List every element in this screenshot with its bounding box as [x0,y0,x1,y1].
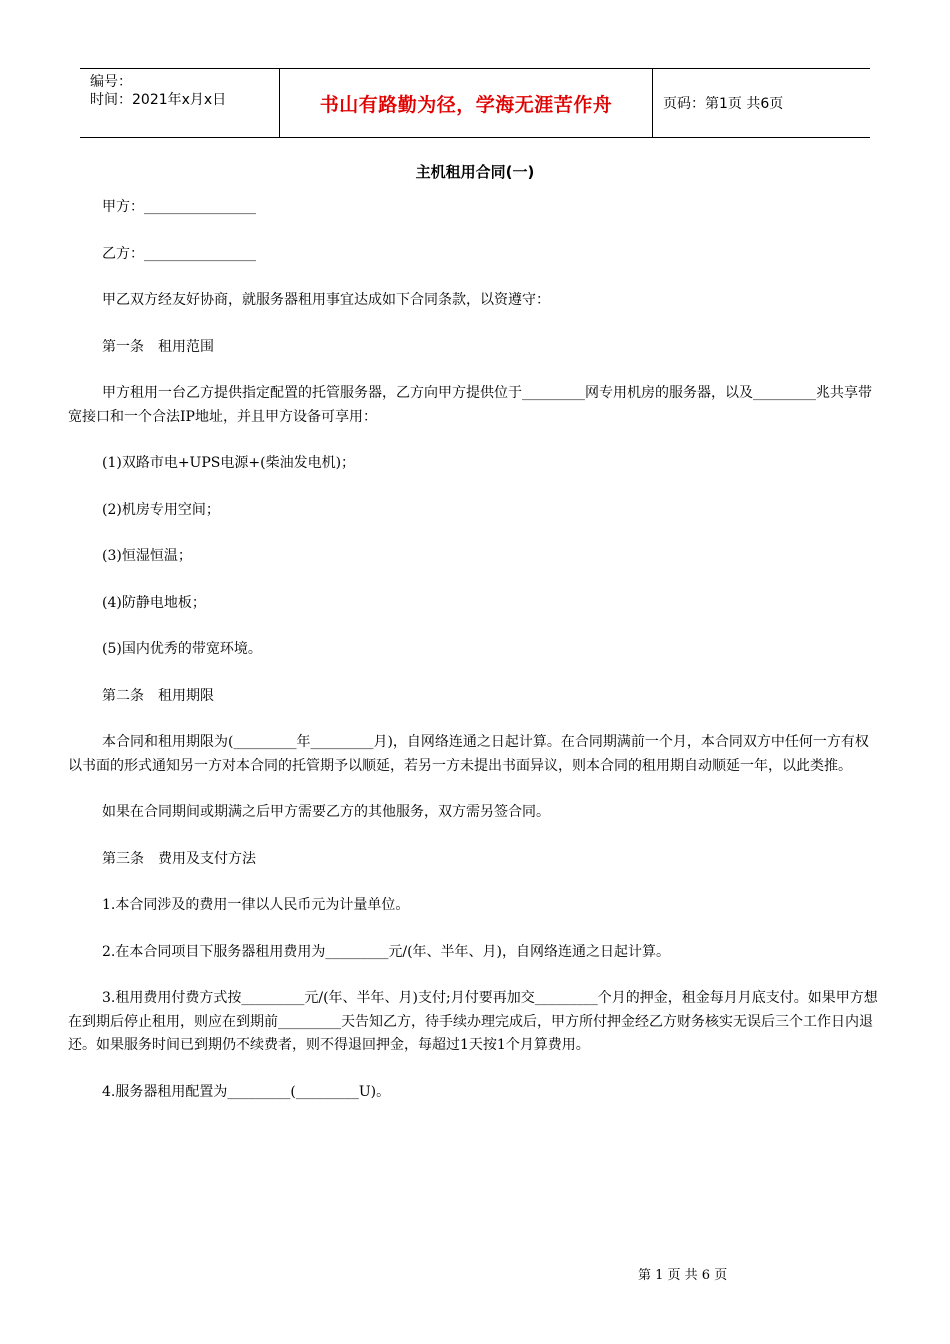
list-item: (5)国内优秀的带宽环境。 [102,641,262,657]
article-3-clause: 4.服务器租用配置为_________(_________U)。 [102,1083,391,1100]
preamble-paragraph: 甲乙双方经友好协商，就服务器租用事宜达成如下合同条款，以资遵守： [102,292,550,308]
list-item: (3)恒湿恒温； [102,548,192,564]
article-2-paragraph: 本合同和租用期限为(_________年_________月)，自网络连通之日起计算。在合同期满前一个月，本合同双方中任何一方有权以书面的形式通知另一方对本合同的托管期予以顺延，若另一方未提出书面异议，则本合同的租用期自动顺延一年，以此类推。 [68,734,869,774]
article-2-heading: 第二条 租用期限 [102,687,214,704]
article-1-heading: 第一条 租用范围 [102,338,214,355]
list-item: (2)机房专用空间； [102,501,220,518]
page-footer: 第 1 页 共 6 页 [638,1268,728,1283]
document-date: 时间：2021年x月x日 [90,92,227,108]
document-title: 主机租用合同(一) [415,163,535,181]
header-page-number: 页码：第1页 共6页 [663,96,784,112]
article-2-paragraph: 如果在合同期间或期满之后甲方需要乙方的其他服务，双方需另签合同。 [102,804,550,820]
header-motto: 书山有路勤为径，学海无涯苦作舟 [280,69,653,137]
document-number: 编号： [90,74,132,90]
article-3-clause: 3.租用费用付费方式按_________元/(年、半年、月)支付;月付要再加交_________个月的押金，租金每月月底支付。如果甲方想在到期后停止租用，则应在到期前_________天告知乙方，待手续办理完成后，甲方所付押金经乙方财务核实无误后三个工作日内退还。如果服务时间已到期仍不续费者，则不得退回押金，每超过1天按1个月算费用。 [68,990,878,1053]
article-3-clause: 2.在本合同项目下服务器租用费用为_________元/(年、半年、月)，自网络连通之日起计算。 [102,943,670,960]
article-1-paragraph: 甲方租用一台乙方提供指定配置的托管服务器，乙方向甲方提供位于_________网专用机房的服务器，以及_________兆共享带宽接口和一个合法IP地址，并且甲方设备可享用： [68,385,872,425]
document-header [80,68,870,138]
list-item: (1)双路市电+UPS电源+(柴油发电机)； [102,455,356,471]
list-item: (4)防静电地板； [102,594,206,611]
header-meta [80,69,280,137]
article-3-clause: 1.本合同涉及的费用一律以人民币元为计量单位。 [102,897,410,913]
article-3-heading: 第三条 费用及支付方法 [102,850,256,867]
document-body [68,196,882,1127]
party-a-line: 甲方：________________ [102,199,256,215]
party-b-line: 乙方：________________ [102,245,256,262]
